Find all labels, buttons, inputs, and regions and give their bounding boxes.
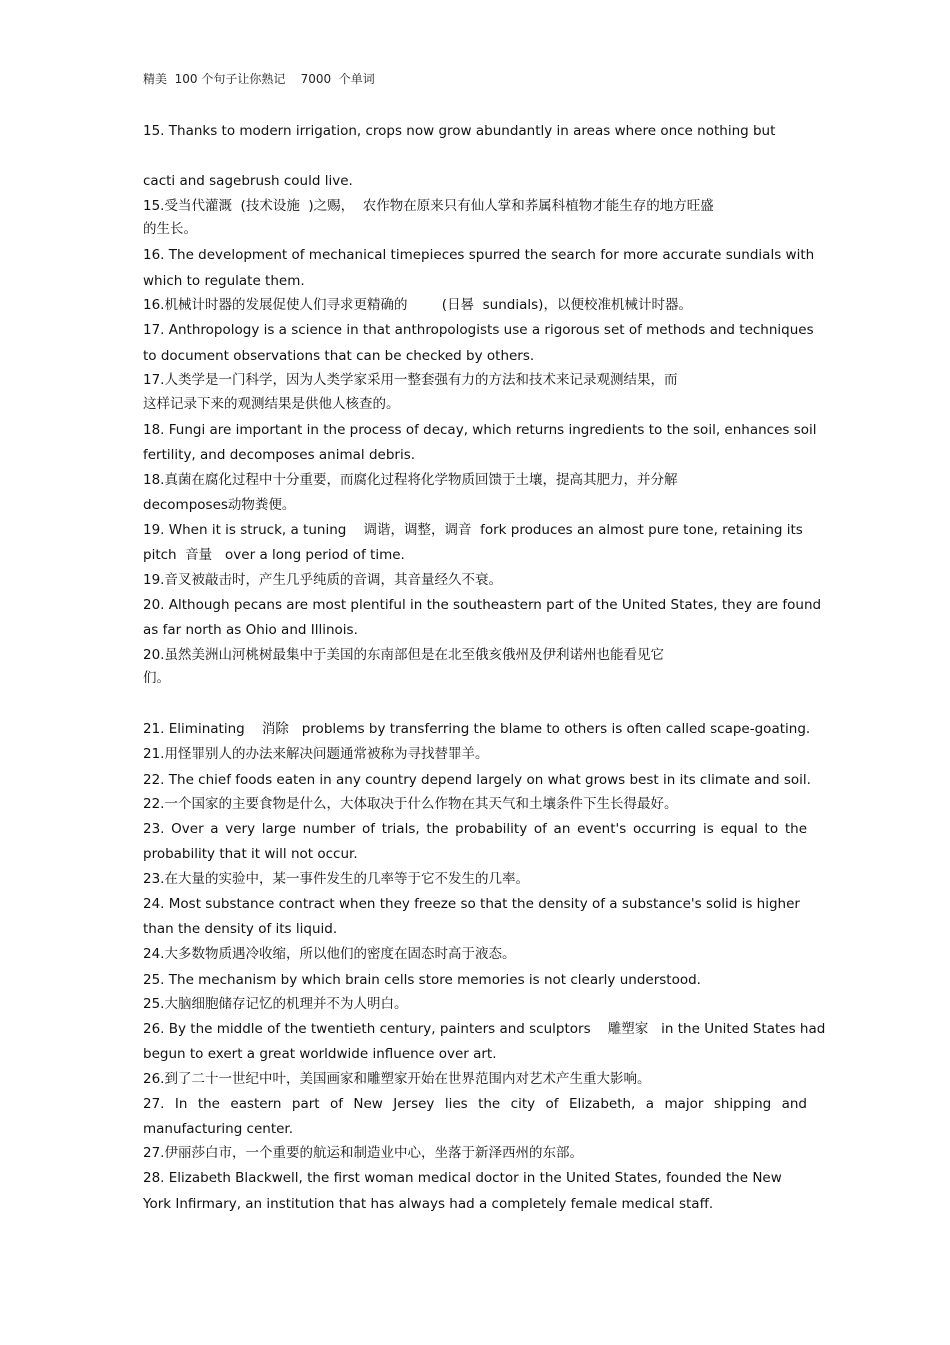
text-line: 25. The mechanism by which brain cells store memories is not clearly understood.: [143, 972, 701, 988]
text-line: fertility, and decomposes animal debris.: [143, 447, 416, 463]
text-line: York Infirmary, an institution that has always had a completely female medical staff.: [143, 1196, 714, 1212]
text-line: 24. Most substance contract when they freeze so that the density of a substance's solid is higher: [143, 896, 800, 912]
text-line: probability that it will not occur.: [143, 846, 358, 862]
text-line: as far north as Ohio and Illinois.: [143, 622, 358, 638]
text-line: 26. By the middle of the twentieth century, painters and sculptors 雕塑家 in the United States had: [143, 1021, 826, 1037]
text-line: 15.受当代灌溉 (技术设施 )之赐， 农作物在原来只有仙人掌和荞属科植物才能生存的地方旺盛: [143, 198, 714, 214]
text-line: 27.伊丽莎白市，一个重要的航运和制造业中心，坐落于新泽西州的东部。: [143, 1145, 583, 1161]
text-line: 16.机械计时器的发展促使人们寻求更精确的 (日晷 sundials)，以便校准机械计时器。: [143, 297, 692, 313]
text-line: 28. Elizabeth Blackwell, the first woman medical doctor in the United States, founded the New: [143, 1170, 782, 1186]
text-line: 这样记录下来的观测结果是供他人核查的。: [143, 396, 400, 412]
text-line: which to regulate them.: [143, 273, 305, 289]
text-line: than the density of its liquid.: [143, 921, 338, 937]
text-line: 的生长。: [143, 221, 197, 237]
text-line: 20. Although pecans are most plentiful in the southeastern part of the United States, they are found: [143, 597, 822, 613]
text-line: 17. Anthropology is a science in that anthropologists use a rigorous set of methods and techniques: [143, 322, 814, 338]
text-line: pitch 音量 over a long period of time.: [143, 547, 405, 563]
text-line: 20.虽然美洲山河桃树最集中于美国的东南部但是在北至俄亥俄州及伊利诺州也能看见它: [143, 647, 664, 663]
text-line: 19.音叉被敲击时，产生几乎纯质的音调，其音量经久不衰。: [143, 572, 502, 588]
text-line: 17.人类学是一门科学，因为人类学家采用一整套强有力的方法和技术来记录观测结果，而: [143, 372, 678, 388]
text-line: begun to exert a great worldwide influence over art.: [143, 1046, 497, 1062]
text-line: 22. The chief foods eaten in any country depend largely on what grows best in its climate and soil.: [143, 772, 811, 788]
text-line: 22.一个国家的主要食物是什么，大体取决于什么作物在其天气和土壤条件下生长得最好。: [143, 796, 678, 812]
text-line: 16. The development of mechanical timepieces spurred the search for more accurate sundials with: [143, 247, 815, 263]
text-line: 25.大脑细胞储存记忆的机理并不为人明白。: [143, 996, 408, 1012]
text-line: 24.大多数物质遇冷收缩，所以他们的密度在固态时高于液态。: [143, 946, 516, 962]
text-line: 23.在大量的实验中，某一事件发生的几率等于它不发生的几率。: [143, 871, 529, 887]
page-header: 精美 100 个句子让你熟记 7000 个单词: [143, 72, 375, 86]
text-line: manufacturing center.: [143, 1121, 294, 1137]
text-line: 21. Eliminating 消除 problems by transferring the blame to others is often called scape-goating.: [143, 721, 811, 737]
text-line: 26.到了二十一世纪中叶，美国画家和雕塑家开始在世界范围内对艺术产生重大影响。: [143, 1071, 651, 1087]
text-line: cacti and sagebrush could live.: [143, 173, 353, 189]
text-line: 23. Over a very large number of trials, the probability of an event's occurring is equal to the: [143, 821, 807, 837]
text-line: decomposes动物粪便。: [143, 497, 296, 513]
text-line: 18. Fungi are important in the process of decay, which returns ingredients to the soil, enhances soil: [143, 422, 817, 438]
text-line: 15. Thanks to modern irrigation, crops now grow abundantly in areas where once nothing but: [143, 123, 776, 139]
text-line: 19. When it is struck, a tuning 调谐，调整，调音 fork produces an almost pure tone, retaining its: [143, 522, 803, 538]
text-line: 18.真菌在腐化过程中十分重要，而腐化过程将化学物质回馈于土壤，提高其肥力，并分解: [143, 472, 678, 488]
text-line: 21.用怪罪别人的办法来解决问题通常被称为寻找替罪羊。: [143, 746, 489, 762]
text-line: to document observations that can be checked by others.: [143, 348, 535, 364]
text-line: 们。: [143, 670, 170, 686]
text-line: 27. In the eastern part of New Jersey lies the city of Elizabeth, a major shipping and: [143, 1096, 807, 1112]
